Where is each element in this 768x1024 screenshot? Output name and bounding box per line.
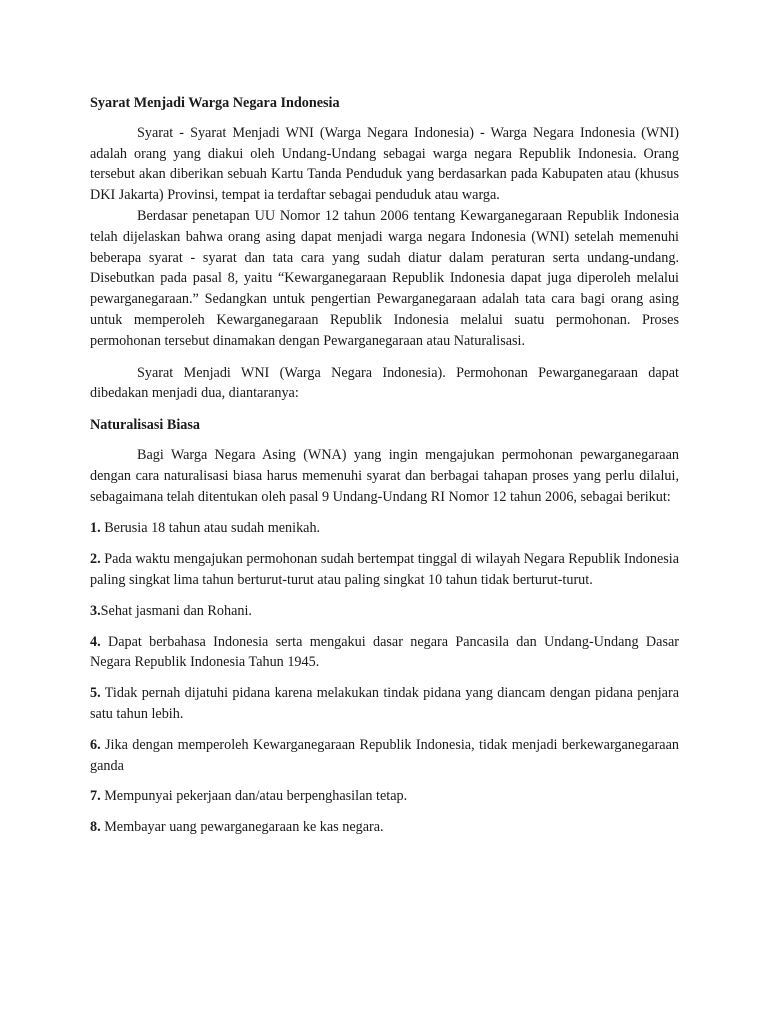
list-item-text: Berusia 18 tahun atau sudah menikah. xyxy=(100,520,321,537)
list-item xyxy=(90,817,679,838)
list-item xyxy=(90,683,679,725)
list-item xyxy=(90,518,679,539)
list-item-number: 8. xyxy=(90,819,101,836)
list-item-text: Sehat jasmani dan Rohani. xyxy=(100,602,252,619)
list-item-text: Jika dengan memperoleh Kewarganegaraan Republik Indonesia, tidak menjadi berkewarganegaraan ganda xyxy=(90,736,679,774)
list-item xyxy=(90,601,679,622)
list-item-text: Dapat berbahasa Indonesia serta mengakui dasar negara Pancasila dan Undang-Undang Dasar Negara Republik Indonesia Tahun 1945. xyxy=(90,633,679,671)
list-item-number: 1. xyxy=(90,520,101,537)
list-item-text: Tidak pernah dijatuhi pidana karena melakukan tindak pidana yang diancam dengan pidana penjara satu tahun lebih. xyxy=(90,685,679,722)
paragraph-application-types: Syarat Menjadi WNI (Warga Negara Indonesia). Permohonan Pewarganegaraan dapat dibedakan menjadi dua, diantaranya: xyxy=(90,364,679,402)
list-item-number: 3. xyxy=(90,602,101,619)
section-intro: Bagi Warga Negara Asing (WNA) yang ingin mengajukan permohonan pewarganegaraan dengan cara naturalisasi biasa harus memenuhi syarat dan berbagai tahapan proses yang perlu dilalui, sebagaimana telah ditentukan oleh pasal 9 Undang-Undang RI Nomor 12 tahun 2006, sebagai berikut: xyxy=(90,446,679,505)
list-item-number: 2. xyxy=(90,551,101,568)
section-heading: Naturalisasi Biasa xyxy=(90,417,200,434)
list-item-number: 6. xyxy=(90,736,101,753)
list-item xyxy=(90,549,679,591)
list-item-text: Mempunyai pekerjaan dan/atau berpenghasilan tetap. xyxy=(100,788,408,805)
list-item-text: Membayar uang pewarganegaraan ke kas negara. xyxy=(100,819,384,836)
list-item-text: Pada waktu mengajukan permohonan sudah bertempat tinggal di wilayah Negara Republik Indonesia paling singkat lima tahun berturut-turut atau paling singkat 10 tahun tidak berturut-turut. xyxy=(90,551,680,588)
list-item xyxy=(90,786,679,807)
document-title: Syarat Menjadi Warga Negara Indonesia xyxy=(90,95,340,111)
requirements-list xyxy=(90,518,679,838)
list-item-number: 5. xyxy=(90,685,101,702)
list-item-number: 7. xyxy=(90,788,101,805)
paragraph-definition: Syarat - Syarat Menjadi WNI (Warga Negara Indonesia) - Warga Negara Indonesia (WNI) adalah orang yang diakui oleh Undang-Undang sebagai warga negara Republik Indonesia. Orang tersebut akan diberikan sebuah Kartu Tanda Penduduk yang berdasarkan pada Kabupaten atau (khusus DKI Jakarta) Provinsi, tempat ia terdaftar sebagai penduduk atau warga. xyxy=(90,124,679,204)
list-item-number: 4. xyxy=(90,633,101,650)
paragraph-law-basis: Berdasar penetapan UU Nomor 12 tahun 2006 tentang Kewarganegaraan Republik Indonesia telah dijelaskan bahwa orang asing dapat menjadi warga negara Indonesia (WNI) setelah memenuhi beberapa syarat - syarat dan tata cara yang sudah diatur dalam peraturan serta undang-undang. Disebutkan pada pasal 8, yaitu “Kewarganegaraan Republik Indonesia dapat juga diperoleh melalui pewarganegaraan.” Sedangkan untuk pengertian Pewarganegaraan adalah tata cara bagi orang asing untuk memperoleh Kewarganegaraan Republik Indonesia melalui suatu permohonan. Proses permohonan tersebut dinamakan dengan Pewarganegaraan atau Naturalisasi. xyxy=(90,207,679,349)
list-item xyxy=(90,632,679,674)
list-item xyxy=(90,735,679,777)
